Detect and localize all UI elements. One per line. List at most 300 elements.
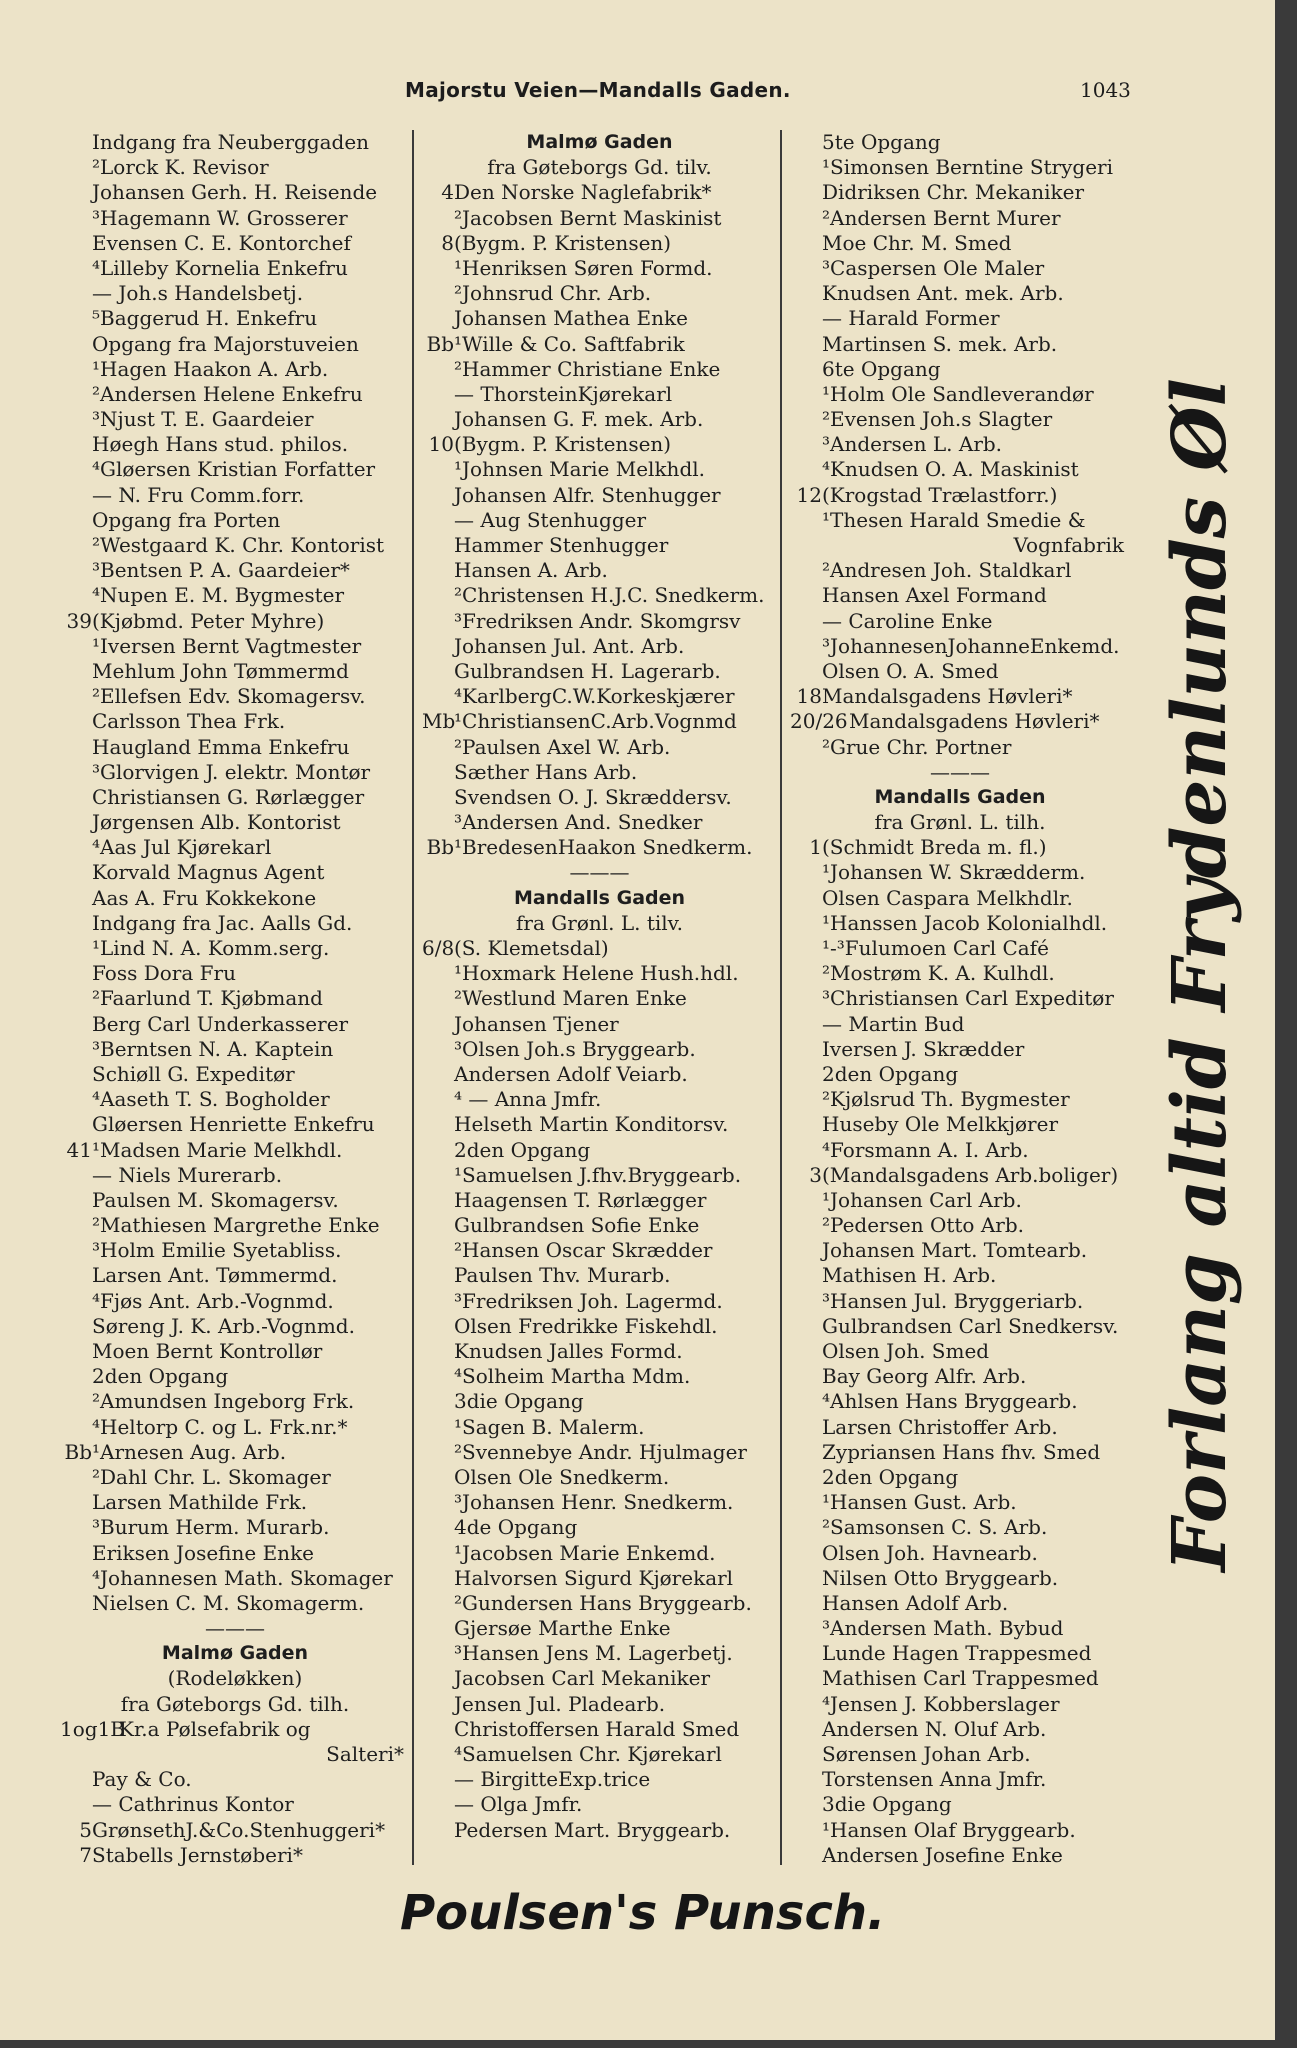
directory-entry [60,659,410,684]
directory-entry [422,180,777,205]
directory-entry [790,231,1130,256]
directory-entry [790,1767,1130,1792]
entry-text: Didriksen Chr. Mekaniker [822,180,1085,205]
section-subheading [422,911,777,936]
entry-text: ¹Johansen Carl Arb. [822,1187,1022,1212]
house-number: 3 [809,1162,822,1187]
entry-text: Svendsen O. J. Skræddersv. [454,784,732,809]
directory-entry [60,1415,410,1440]
entry-text: ³Andersen And. Snedker [454,810,703,835]
entry-text: Andersen Adolf Veiarb. [454,1061,688,1086]
directory-entry [790,1742,1130,1767]
directory-entry [422,1389,777,1414]
entry-text: — ThorsteinKjørekarl [454,381,673,406]
entry-text: ³Caspersen Ole Maler [822,255,1045,280]
separator-text: ——— [569,860,630,885]
directory-column-1 [60,130,410,1868]
entry-text: Jørgensen Alb. Kontorist [92,810,341,835]
directory-entry [60,1818,410,1843]
entry-text: ¹Johnsen Marie Melkhdl. [454,457,705,482]
directory-entry [422,206,777,231]
street-heading [60,1641,410,1666]
directory-entry [790,1541,1130,1566]
directory-entry [60,1465,410,1490]
entry-text: ²Faarlund T. Kjøbmand [92,986,323,1011]
entry-text: Høegh Hans stud. philos. [92,432,349,457]
directory-entry [790,508,1130,533]
directory-entry [60,1213,410,1238]
entry-text: ²Kjølsrud Th. Bygmester [822,1087,1070,1112]
directory-entry [790,1213,1130,1238]
entry-text: ⁴Solheim Martha Mdm. [454,1364,691,1389]
entry-text: Den Norske Naglefabrik* [454,180,712,205]
entry-text: Andersen Josefine Enke [822,1842,1063,1867]
directory-entry [60,1389,410,1414]
entry-text: ³Holm Emilie Syetabliss. [92,1238,342,1263]
directory-entry [790,583,1130,608]
directory-entry [790,609,1130,634]
directory-entry [60,709,410,734]
directory-entry [60,1138,410,1163]
directory-entry [790,684,1130,709]
entry-text: — N. Fru Comm.forr. [92,482,305,507]
directory-entry [60,634,410,659]
subheading-text: fra Grønl. L. tilh. [874,810,1046,835]
entry-text: Sørensen Johan Arb. [822,1742,1031,1766]
entry-text: ¹Samuelsen J.fhv.Bryggearb. [454,1162,742,1187]
entry-text: — BirgitteExp.trice [454,1767,651,1792]
entry-text: ¹Hanssen Jacob Kolonialhdl. [822,910,1108,935]
entry-text: ⁴Heltorp C. og L. Frk.nr.* [92,1414,348,1439]
entry-text: Mathisen H. Arb. [822,1263,997,1288]
directory-entry [790,1717,1130,1742]
entry-text: Gløersen Henriette Enkefru [92,1112,375,1137]
entry-text: Larsen Christoffer Arb. [822,1414,1058,1439]
entry-text: ²Evensen Joh.s Slagter [822,407,1053,432]
directory-entry [60,1112,410,1137]
entry-text: ²Jacobsen Bernt Maskinist [454,205,722,230]
directory-entry [422,709,777,734]
directory-entry [790,1314,1130,1339]
directory-entry [790,1163,1130,1188]
entry-text: Aas A. Fru Kokkekone [92,885,317,910]
entry-text: ³Berntsen N. A. Kaptein [92,1036,334,1061]
entry-text: 3die Opgang [454,1389,584,1414]
directory-entry [60,1314,410,1339]
entry-text: 2den Opgang [822,1061,959,1086]
entry-text: ¹Holm Ole Sandleverandør [822,381,1094,406]
directory-entry [60,1012,410,1037]
directory-entry [60,256,410,281]
entry-text: Martinsen S. mek. Arb. [822,331,1058,356]
house-number: 5 [79,1817,92,1842]
directory-entry [422,1314,777,1339]
directory-entry [422,1238,777,1263]
directory-entry [790,1012,1130,1037]
entry-text: 3die Opgang [822,1792,952,1817]
page-header [0,78,1275,110]
directory-entry [790,256,1130,281]
entry-text: Nilsen Otto Bryggearb. [822,1565,1059,1590]
directory-entry [790,332,1130,357]
directory-entry [790,1138,1130,1163]
street-heading [422,130,777,155]
directory-entry [422,357,777,382]
directory-entry [790,1112,1130,1137]
directory-entry [422,1163,777,1188]
directory-entry [422,1717,777,1742]
directory-entry [790,483,1130,508]
entry-text: (Bygm. P. Kristensen) [454,432,672,457]
directory-entry [60,432,410,457]
directory-entry [60,1541,410,1566]
entry-text: 5te Opgang [822,130,941,154]
directory-entry [422,1541,777,1566]
directory-entry [60,281,410,306]
directory-entry [422,1566,777,1591]
entry-text: ⁴Lilleby Kornelia Enkefru [92,255,348,280]
directory-entry [422,1263,777,1288]
directory-entry [790,1666,1130,1691]
directory-entry [60,533,410,558]
entry-text: Mathisen Carl Trappesmed [822,1666,1099,1691]
directory-entry [790,1490,1130,1515]
entry-text: ¹Lind N. A. Komm.serg. [92,936,330,960]
directory-entry [790,180,1130,205]
entry-text: Sæther Hans Arb. [454,759,638,784]
section-separator [60,1616,410,1641]
entry-text: ²Samsonsen C. S. Arb. [822,1515,1048,1540]
directory-entry [60,986,410,1011]
directory-entry [790,1566,1130,1591]
entry-text: ³Johansen Henr. Snedkerm. [454,1490,734,1515]
entry-text: Mandalsgadens Høvleri* [822,684,1073,709]
entry-text: Søreng J. K. Arb.-Vognmd. [92,1313,355,1338]
entry-text: Olsen Caspara Melkhdlr. [822,885,1073,910]
entry-text: ²Paulsen Axel W. Arb. [454,734,671,759]
directory-entry [60,1717,410,1742]
entry-text: Hansen A. Arb. [454,558,608,583]
entry-text: Foss Dora Fru [92,961,236,986]
entry-text: Berg Carl Underkasserer [92,1011,349,1036]
house-number: 1 [809,835,822,860]
directory-entry [422,1515,777,1540]
house-number: Bb [64,1439,92,1464]
directory-entry [790,432,1130,457]
directory-entry [60,936,410,961]
entry-continuation [60,1742,410,1767]
entry-text: Moe Chr. M. Smed [822,230,1012,255]
advertisement-frydenlund [1135,378,1265,1572]
entry-text: Johansen Gerh. H. Reisende [92,180,378,205]
directory-entry [422,457,777,482]
directory-entry [422,407,777,432]
directory-entry [422,1792,777,1817]
directory-entry [790,835,1130,860]
entry-text: ¹Arnesen Aug. Arb. [92,1439,287,1464]
directory-entry [790,1515,1130,1540]
entry-text: ²Andresen Joh. Staldkarl [822,558,1072,583]
directory-entry [422,1289,777,1314]
entry-text: Johansen G. F. mek. Arb. [454,407,704,432]
house-number: 12 [796,482,822,507]
directory-entry [422,735,777,760]
directory-entry [790,1641,1130,1666]
directory-entry [422,785,777,810]
directory-entry [790,1389,1130,1414]
directory-entry [422,1339,777,1364]
directory-entry [60,684,410,709]
entry-text: Hansen Axel Formand [822,583,1047,608]
entry-text: ⁴Forsmann A. I. Arb. [822,1137,1029,1162]
entry-text: Jacobsen Carl Mekaniker [454,1666,711,1691]
directory-entry [422,483,777,508]
directory-entry [790,206,1130,231]
entry-text: ⁴Fjøs Ant. Arb.-Vognmd. [92,1288,334,1313]
street-heading [422,886,777,911]
entry-text: Moen Bernt Kontrollør [92,1339,323,1363]
directory-entry [422,1062,777,1087]
entry-text: 2den Opgang [822,1464,959,1489]
entry-text: ⁵Baggerud H. Enkefru [92,306,318,331]
directory-entry [790,709,1130,734]
entry-text: Lunde Hagen Trappesmed [822,1641,1092,1666]
street-heading-text: Mandalls Gaden [874,785,1046,808]
directory-entry [790,986,1130,1011]
directory-entry [60,231,410,256]
directory-entry [422,684,777,709]
entry-text: ¹Henriksen Søren Formd. [454,255,713,280]
house-number: 10 [428,432,454,457]
entry-text: ¹Hansen Gust. Arb. [822,1490,1017,1515]
entry-text: Christoffersen Harald Smed [454,1716,740,1741]
house-number: Bb [426,835,454,860]
section-separator [790,760,1130,785]
directory-column-2 [422,130,777,1843]
directory-entry [422,382,777,407]
directory-entry [422,1037,777,1062]
entry-text: Knudsen Jalles Formd. [454,1339,683,1363]
section-subheading [60,1666,410,1691]
directory-entry [790,1339,1130,1364]
house-number: Mb [422,709,456,734]
directory-entry [790,382,1130,407]
directory-entry [60,1364,410,1389]
entry-text: ²Lorck K. Revisor [92,155,269,180]
directory-entry [422,1767,777,1792]
entry-text: Indgang fra Neuberggaden [92,130,370,154]
entry-text: Opgang fra Porten [92,507,281,532]
house-number: 41 [66,1137,92,1162]
directory-entry [60,735,410,760]
entry-continuation [790,533,1130,558]
entry-text: — Joh.s Handelsbetj. [92,281,304,306]
entry-text: ⁴Jensen J. Kobberslager [822,1691,1060,1716]
entry-text: (Bygm. P. Kristensen) [454,230,672,255]
entry-text: — Martin Bud [822,1011,965,1036]
directory-entry [60,785,410,810]
entry-text: Nielsen C. M. Skomagerm. [92,1590,365,1615]
entry-text: ⁴Johannesen Math. Skomager [92,1565,393,1590]
directory-entry [790,886,1130,911]
advertisement-poulsen-punsch: Poulsen's Punsch. [400,1885,886,1941]
directory-entry [790,634,1130,659]
directory-entry [422,558,777,583]
directory-entry [422,508,777,533]
directory-entry [790,155,1130,180]
directory-entry [60,357,410,382]
entry-text: Hansen Adolf Arb. [822,1590,1009,1615]
entry-text: Zypriansen Hans fhv. Smed [822,1439,1101,1464]
house-number: 6/8 [422,936,455,960]
entry-text: — Harald Former [822,306,1000,331]
directory-entry [422,810,777,835]
entry-text: ¹Simonsen Berntine Strygeri [822,155,1114,180]
directory-entry [790,1591,1130,1616]
directory-entry [790,1616,1130,1641]
entry-text: ³Hansen Jens M. Lagerbetj. [454,1641,733,1666]
entry-text: ²Westgaard K. Chr. Kontorist [92,533,385,557]
directory-entry [790,659,1130,684]
entry-text: Evensen C. E. Kontorchef [92,230,351,255]
directory-column-3 [790,130,1130,1868]
directory-entry [60,206,410,231]
entry-text: Olsen Joh. Smed [822,1339,990,1363]
directory-entry [790,911,1130,936]
directory-entry [60,760,410,785]
entry-text: ³Fredriksen Joh. Lagermd. [454,1288,723,1313]
entry-text: Pedersen Mart. Bryggearb. [454,1817,731,1842]
entry-text: ⁴KarlbergC.W.Korkeskjærer [454,684,735,709]
entry-text: ⁴Gløersen Kristian Forfatter [92,457,376,482]
directory-entry [790,407,1130,432]
entry-text: Olsen Joh. Havnearb. [822,1540,1038,1565]
directory-entry [60,1289,410,1314]
directory-entry [60,382,410,407]
entry-text: 6te Opgang [822,356,941,381]
directory-entry [422,760,777,785]
entry-text: Carlsson Thea Frk. [92,709,286,734]
entry-text: Pay & Co. [92,1767,192,1792]
entry-text: ¹Sagen B. Malerm. [454,1414,645,1439]
entry-text: Gjersøe Marthe Enke [454,1616,671,1641]
entry-text: Andersen N. Oluf Arb. [822,1716,1047,1741]
directory-entry [60,306,410,331]
entry-text: ²Gundersen Hans Bryggearb. [454,1590,752,1615]
directory-entry [422,1490,777,1515]
street-heading [790,785,1130,810]
column-divider [412,130,414,1865]
directory-entry [422,1616,777,1641]
entry-text: (Mandalsgadens Arb.boliger) [822,1162,1119,1187]
directory-entry [790,1289,1130,1314]
directory-entry [422,659,777,684]
directory-entry [422,533,777,558]
directory-entry [790,936,1130,961]
entry-text: ¹Wille & Co. Saftfabrik [454,331,685,356]
directory-entry [790,1692,1130,1717]
directory-entry [60,155,410,180]
entry-text: Kr.a Pølsefabrik og [119,1716,311,1741]
entry-text: ³Hagemann W. Grosserer [92,205,348,230]
entry-text: Olsen O. A. Smed [822,658,999,683]
directory-entry [60,1062,410,1087]
section-subheading [790,810,1130,835]
section-subheading [60,1692,410,1717]
directory-entry [60,1163,410,1188]
house-number: 20/26 [790,709,848,734]
directory-entry [790,1440,1130,1465]
entry-text: Olsen Fredrikke Fiskehdl. [454,1313,718,1338]
directory-entry [790,1415,1130,1440]
directory-entry [60,911,410,936]
directory-entry [790,1062,1130,1087]
entry-text: 2den Opgang [92,1364,229,1389]
directory-entry [790,1188,1130,1213]
entry-text: ²Grue Chr. Portner [822,734,1012,759]
house-number: 7 [79,1842,92,1867]
directory-entry [422,1415,777,1440]
entry-text: (Kjøbmd. Peter Myhre) [92,608,325,633]
directory-entry [422,986,777,1011]
entry-text: Paulsen Thv. Murarb. [454,1263,671,1288]
entry-text: Torstensen Anna Jmfr. [822,1767,1047,1792]
entry-text: Iversen J. Skrædder [822,1036,1025,1061]
entry-text: ¹Hansen Olaf Bryggearb. [822,1817,1076,1842]
entry-text: Stabells Jernstøberi* [92,1842,303,1867]
directory-entry [60,558,410,583]
entry-text: — Caroline Enke [822,608,993,633]
entry-text: ³Andersen L. Arb. [822,432,1003,457]
directory-entry [422,231,777,256]
entry-text: (Krogstad Trælastforr.) [822,482,1058,507]
directory-entry [60,1566,410,1591]
directory-entry [60,886,410,911]
directory-entry [422,306,777,331]
street-heading-text: Mandalls Gaden [513,886,686,909]
directory-entry [790,735,1130,760]
directory-entry [60,508,410,533]
house-number: 18 [796,684,822,709]
street-heading-text: Malmø Gaden [161,1642,309,1665]
entry-text: ¹Hoxmark Helene Hush.hdl. [454,961,739,986]
house-number: Bb [426,331,454,356]
directory-entry [60,860,410,885]
entry-text: Gulbrandsen Carl Snedkersv. [822,1313,1119,1338]
directory-entry [60,1087,410,1112]
directory-entry [60,407,410,432]
directory-entry [60,1440,410,1465]
directory-entry [60,583,410,608]
entry-text: ¹Hagen Haakon A. Arb. [92,356,329,381]
directory-entry [422,1213,777,1238]
directory-entry [60,332,410,357]
entry-text: ²Pedersen Otto Arb. [822,1213,1024,1238]
entry-text: ²Svennebye Andr. Hjulmager [454,1439,747,1464]
directory-entry [790,1465,1130,1490]
subheading-text: fra Gøteborgs Gd. tilh. [120,1691,350,1716]
entry-text: ¹Johansen W. Skrædderm. [822,860,1086,885]
directory-entry [422,609,777,634]
directory-entry [790,1037,1130,1062]
directory-entry [790,306,1130,331]
column-divider [780,130,782,1865]
entry-text: (Schmidt Breda m. fl.) [822,835,1047,860]
entry-text: Korvald Magnus Agent [92,860,325,885]
entry-text: ⁴Aaseth T. S. Bogholder [92,1087,330,1112]
directory-entry [60,1188,410,1213]
entry-text: Johansen Tjener [454,1011,619,1036]
